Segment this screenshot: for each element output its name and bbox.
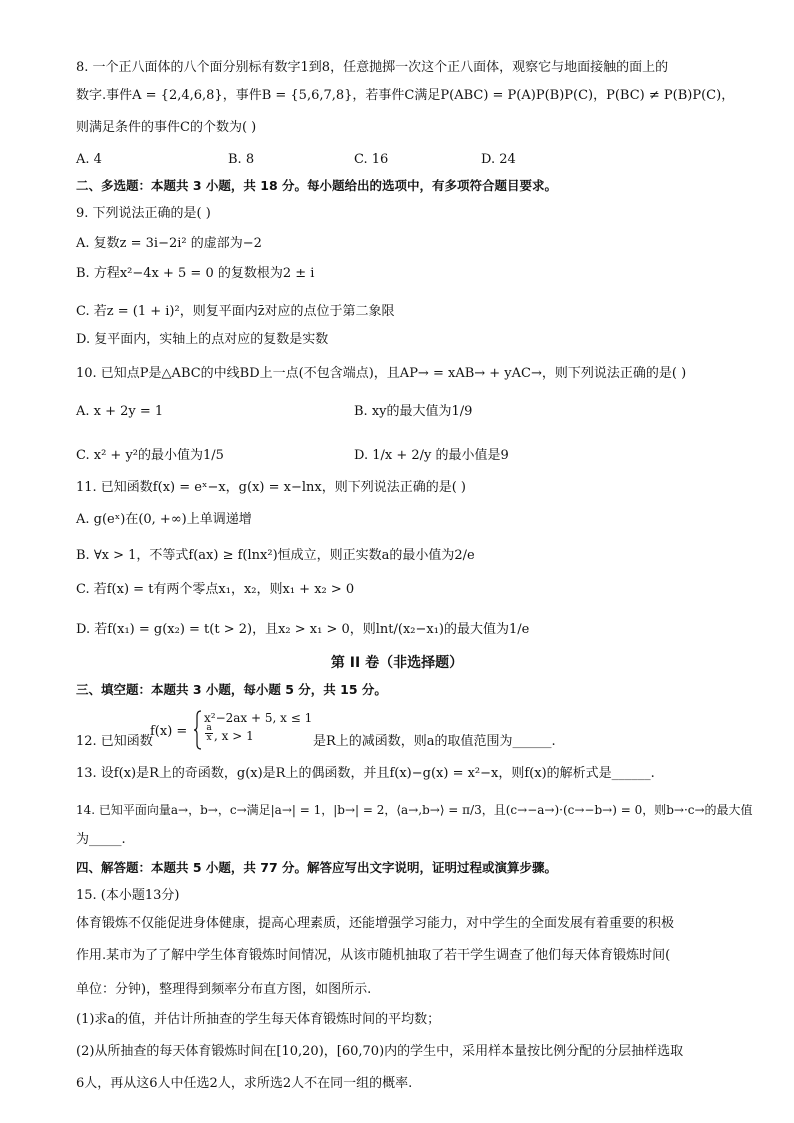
q8-line3: 则满足条件的事件C的个数为( ) bbox=[76, 120, 257, 135]
q15-subquestion-1: (1)求a的值，并估计所抽查的学生每天体育锻炼时间的平均数； bbox=[76, 1012, 441, 1027]
q9-option-b: B. 方程x²−4x + 5 = 0 的复数根为2 ± i bbox=[76, 266, 315, 281]
q12-suffix: 是R上的减函数，则a的取值范围为______. bbox=[313, 734, 556, 749]
q11-option-d: D. 若f(x₁) = g(x₂) = t(t > 2)，且x₂ > x₁ > 0，则lnt/(x₂−x₁)的最大值为1/e bbox=[76, 622, 530, 637]
q12-case2-numerator: a bbox=[206, 723, 212, 733]
q8-line1: 8. 一个正八面体的八个面分别标有数字1到8，任意抛掷一次这个正八面体，观察它与地面接触的面上的 bbox=[76, 60, 669, 75]
q8-line2: 数字.事件A = {2,4,6,8}，事件B = {5,6,7,8}，若事件C满足P(ABC) = P(A)P(B)P(C)，P(BC) ≠ P(B)P(C)， bbox=[76, 88, 735, 103]
part-2-title: 第 II 卷（非选择题） bbox=[330, 655, 464, 671]
section-2-heading: 二、多选题：本题共 3 小题，共 18 分。每小题给出的选项中，有多项符合题目要求。 bbox=[76, 178, 558, 193]
q15-heading: 15. (本小题13分) bbox=[76, 888, 180, 903]
q11-option-c: C. 若f(x) = t有两个零点x₁，x₂，则x₁ + x₂ > 0 bbox=[76, 582, 355, 597]
q10-stem: 10. 已知点P是△ABC的中线BD上一点(不包含端点)，且AP→ = xAB→ + yAC→，则下列说法正确的是( ) bbox=[76, 366, 687, 381]
q10-option-d: D. 1/x + 2/y 的最小值是9 bbox=[354, 448, 509, 463]
q15-subquestion-2-line1: (2)从所抽查的每天体育锻炼时间在[10,20)，[60,70)内的学生中，采用样本量按比例分配的分层抽样选取 bbox=[76, 1044, 684, 1059]
q15-paragraph-line1: 体育锻炼不仅能促进身体健康，提高心理素质，还能增强学习能力，对中学生的全面发展有着重要的积极 bbox=[76, 916, 675, 931]
q8-option-c: C. 16 bbox=[354, 152, 389, 167]
q11-option-b: B. ∀x > 1，不等式f(ax) ≥ f(lnx²)恒成立，则正实数a的最小值为2/e bbox=[76, 548, 475, 563]
section-3-heading: 三、填空题：本题共 3 小题，每小题 5 分，共 15 分。 bbox=[76, 682, 387, 697]
q15-paragraph-line3: 单位：分钟)，整理得到频率分布直方图，如图所示. bbox=[76, 982, 372, 997]
q14-line2: 为_____. bbox=[76, 832, 126, 847]
q13-text: 13. 设f(x)是R上的奇函数，g(x)是R上的偶函数，并且f(x)−g(x) = x²−x，则f(x)的解析式是______. bbox=[76, 766, 655, 781]
q10-option-c: C. x² + y²的最小值为1/5 bbox=[76, 448, 224, 463]
q12-fx-label: f(x) = bbox=[150, 724, 188, 739]
q12-prefix: 12. 已知函数 bbox=[76, 734, 153, 749]
q8-option-a: A. 4 bbox=[76, 152, 102, 167]
q9-option-c: C. 若z = (1 + i)²，则复平面内z̄对应的点位于第二象限 bbox=[76, 304, 395, 319]
q14-line1: 14. 已知平面向量a→，b→，c→满足|a→| = 1，|b→| = 2，⟨a→,b→⟩ = π/3，且(c→−a→)·(c→−b→) = 0，则b→·c→的最大值 bbox=[76, 803, 753, 817]
q10-option-a: A. x + 2y = 1 bbox=[76, 404, 164, 419]
q15-subquestion-2-line2: 6人，再从这6人中任选2人，求所选2人不在同一组的概率. bbox=[76, 1076, 413, 1091]
q15-paragraph-line2: 作用.某市为了了解中学生体育锻炼时间情况，从该市随机抽取了若干学生调查了他们每天体育锻炼时间( bbox=[76, 948, 671, 963]
q12-brace bbox=[194, 710, 202, 750]
q11-stem: 11. 已知函数f(x) = eˣ−x，g(x) = x−lnx，则下列说法正确的是( ) bbox=[76, 480, 466, 495]
q9-option-a: A. 复数z = 3i−2i² 的虚部为−2 bbox=[76, 236, 262, 251]
q9-option-d: D. 复平面内，实轴上的点对应的复数是实数 bbox=[76, 332, 329, 347]
q11-option-a: A. g(eˣ)在(0, +∞)上单调递增 bbox=[76, 512, 252, 527]
section-4-heading: 四、解答题：本题共 5 小题，共 77 分。解答应写出文字说明，证明过程或演算步骤。 bbox=[76, 860, 558, 875]
q8-option-d: D. 24 bbox=[481, 152, 516, 167]
q12-case2-denominator: x bbox=[206, 733, 212, 743]
q12-case2-fraction bbox=[205, 724, 213, 743]
q8-option-b: B. 8 bbox=[228, 152, 255, 167]
q10-option-b: B. xy的最大值为1/9 bbox=[354, 404, 473, 419]
q9-stem: 9. 下列说法正确的是( ) bbox=[76, 206, 211, 221]
q12-case1: x²−2ax + 5, x ≤ 1 bbox=[204, 711, 313, 725]
q12-case2-condition: , x > 1 bbox=[214, 729, 254, 743]
